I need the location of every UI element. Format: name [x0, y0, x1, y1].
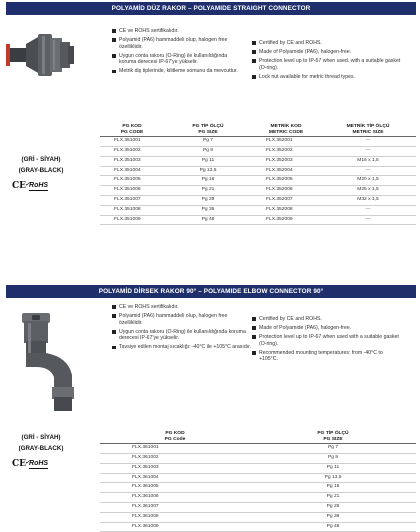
table-cell: Pg 7	[164, 137, 252, 147]
table-cell: ---	[320, 146, 416, 156]
feature-item: Protection level up to IP-67 when used. with a suitable gasket (O-ring).	[252, 58, 402, 71]
table-cell: FLX.352005	[252, 176, 320, 186]
table-cell: FLX.361001	[100, 444, 250, 454]
table-cell: Pg 21	[250, 493, 416, 503]
table-row	[100, 156, 416, 166]
feature-item: CE ve ROHS sertifikalıdır.	[112, 28, 240, 35]
check-icon: ✓	[25, 181, 31, 188]
features-list-en	[252, 40, 402, 83]
table-header-row	[100, 124, 416, 137]
table-cell: FLX.361002	[100, 453, 250, 463]
table-cell: FLX.351007	[100, 195, 164, 205]
elbow-connector-section	[0, 283, 420, 532]
table-cell: ---	[320, 215, 416, 225]
table-cell: Pg 9	[250, 453, 416, 463]
table-row	[100, 483, 416, 493]
table-cell: Pg 16	[250, 483, 416, 493]
table-cell: M16 x 1,5	[320, 156, 416, 166]
table-header-row	[100, 431, 416, 444]
straight-connector-image	[6, 22, 88, 134]
table-row	[100, 444, 416, 454]
certification-marks	[12, 458, 72, 470]
table-cell: FLX.352001	[252, 137, 320, 147]
table-cell: FLX.361008	[100, 512, 250, 522]
table-cell: FLX.351001	[100, 137, 164, 147]
table-cell: FLX.352009	[252, 215, 320, 225]
color-label-en: (GRAY-BLACK)	[18, 167, 64, 174]
table-row	[100, 522, 416, 532]
rohs-text: RoHS	[29, 459, 49, 467]
table-cell: FLX.351009	[100, 215, 164, 225]
table-cell: FLX.352008	[252, 205, 320, 215]
feature-item: CE ve ROHS sertifikalıdır.	[112, 304, 252, 311]
color-label-tr: (GRİ - SİYAH)	[21, 156, 61, 163]
feature-item: Made of Polyamide (PA6), halogen-free.	[252, 325, 402, 332]
table-cell: Pg 36	[250, 512, 416, 522]
color-label-en: (GRAY-BLACK)	[18, 445, 64, 452]
table-cell: ---	[320, 205, 416, 215]
table-cell: FLX.351008	[100, 205, 164, 215]
table-cell: FLX.352002	[252, 146, 320, 156]
col-header-pg-code: PG KOD PG Code	[164, 431, 186, 442]
table-cell: FLX.351002	[100, 146, 164, 156]
table-row	[100, 512, 416, 522]
feature-item: Metrik diş tiplerinde, kilitleme somunu da mevcuttur.	[112, 68, 240, 75]
rohs-mark	[25, 459, 49, 469]
features-list-en	[252, 316, 402, 365]
table-row	[100, 195, 416, 205]
table-cell: M25 x 1,5	[320, 186, 416, 196]
table-row	[100, 166, 416, 176]
table-cell: FLX.361003	[100, 463, 250, 473]
table-cell: FLX.352004	[252, 166, 320, 176]
table-cell: FLX.352003	[252, 156, 320, 166]
feature-item: Recommended mounting temperatures: from -40°C to +105°C.	[252, 350, 402, 363]
rohs-mark	[25, 181, 49, 191]
table-row	[100, 493, 416, 503]
table-row	[100, 137, 416, 147]
table-cell: FLX.361006	[100, 493, 250, 503]
table-cell: Pg 29	[250, 502, 416, 512]
straight-connector-table	[100, 124, 416, 225]
table-row	[100, 473, 416, 483]
table-cell: Pg 36	[164, 205, 252, 215]
table-row	[100, 186, 416, 196]
table-cell: FLX.352006	[252, 186, 320, 196]
feature-item: Polyamid (PA6) hammaddeli olup, halogen free özelliklidir.	[112, 37, 240, 50]
certification-marks	[12, 180, 72, 192]
table-cell: FLX.351004	[100, 166, 164, 176]
table-cell: ---	[320, 137, 416, 147]
ce-mark: CE	[12, 459, 27, 469]
feature-item: Uygun conta rakoru (O-Ring) ile kullanıldığında koruma derecesi IP-67'ye yükselir.	[112, 53, 240, 66]
table-cell: Pg 11	[164, 156, 252, 166]
table-cell: FLX.352007	[252, 195, 320, 205]
feature-item: Certified by CE and ROHS.	[252, 40, 402, 47]
table-cell: Pg 29	[164, 195, 252, 205]
table-cell: FLX.351006	[100, 186, 164, 196]
table-cell: M32 x 1,5	[320, 195, 416, 205]
col-header-metric-code: METRİK KOD METRIC CODE	[268, 124, 304, 135]
section-title: POLYAMİD DÜZ RAKOR – POLYAMIDE STRAIGHT CONNECTOR	[6, 2, 416, 15]
table-cell: FLX.361009	[100, 522, 250, 532]
table-cell: FLX.361007	[100, 502, 250, 512]
rohs-text: RoHS	[29, 181, 49, 189]
table-cell: M20 x 1,5	[320, 176, 416, 186]
feature-item: Uygun conta rakoru (O-Ring) ile kullanıldığında koruma derecesi IP-67'ye yükselir.	[112, 329, 252, 342]
table-cell: FLX.351005	[100, 176, 164, 186]
col-header-pg-code: PG KOD PG CODE	[120, 124, 144, 135]
section-title: POLYAMİD DİRSEK RAKOR 90° – POLYAMIDE ELBOW CONNECTOR 90°	[6, 285, 416, 298]
table-row	[100, 205, 416, 215]
table-cell: Pg 16	[164, 176, 252, 186]
table-cell: Pg 48	[164, 215, 252, 225]
feature-item: Made of Polyamide (PA6), halogen-free.	[252, 49, 402, 56]
elbow-connector-image	[6, 311, 88, 423]
table-row	[100, 215, 416, 225]
table-row	[100, 463, 416, 473]
table-cell: FLX.351003	[100, 156, 164, 166]
table-row	[100, 146, 416, 156]
table-cell: Pg 13,5	[250, 473, 416, 483]
table-cell: Pg 21	[164, 186, 252, 196]
col-header-metric-size: METRİK TİP ÖLÇÜ METRIC SIZE	[346, 124, 390, 135]
features-list-tr	[112, 28, 240, 77]
table-cell: Pg 48	[250, 522, 416, 532]
feature-item: Certified by CE and ROHS.	[252, 316, 402, 323]
table-row	[100, 176, 416, 186]
ce-mark: CE	[12, 181, 27, 191]
table-cell: Pg 13,5	[164, 166, 252, 176]
col-header-pg-size: PG TİP ÖLÇÜ PG SIZE	[192, 124, 224, 135]
feature-item: Tavsiye edilen montaj sıcaklığı: -40°C ile +105°C arasıdır.	[112, 344, 252, 351]
table-row	[100, 453, 416, 463]
table-cell: Pg 9	[164, 146, 252, 156]
col-header-pg-size: PG TİP ÖLÇÜ PG SIZE	[317, 431, 349, 442]
feature-item: Polyamid (PA6) hammaddeli olup, halogen free özelliklidir.	[112, 313, 252, 326]
table-row	[100, 502, 416, 512]
table-cell: ---	[320, 166, 416, 176]
table-cell: Pg 7	[250, 444, 416, 454]
check-icon: ✓	[25, 459, 31, 466]
feature-item: Lock nut available for metric thread types.	[252, 74, 402, 81]
table-cell: Pg 11	[250, 463, 416, 473]
table-cell: FLX.361004	[100, 473, 250, 483]
feature-item: Protection level up to IP-67 when used with a suitable gasket (O-ring).	[252, 334, 402, 347]
features-list-tr	[112, 304, 252, 353]
table-cell: FLX.361005	[100, 483, 250, 493]
color-label-tr: (GRİ - SİYAH)	[21, 434, 61, 441]
straight-connector-section	[0, 0, 420, 260]
elbow-connector-table	[100, 431, 416, 532]
